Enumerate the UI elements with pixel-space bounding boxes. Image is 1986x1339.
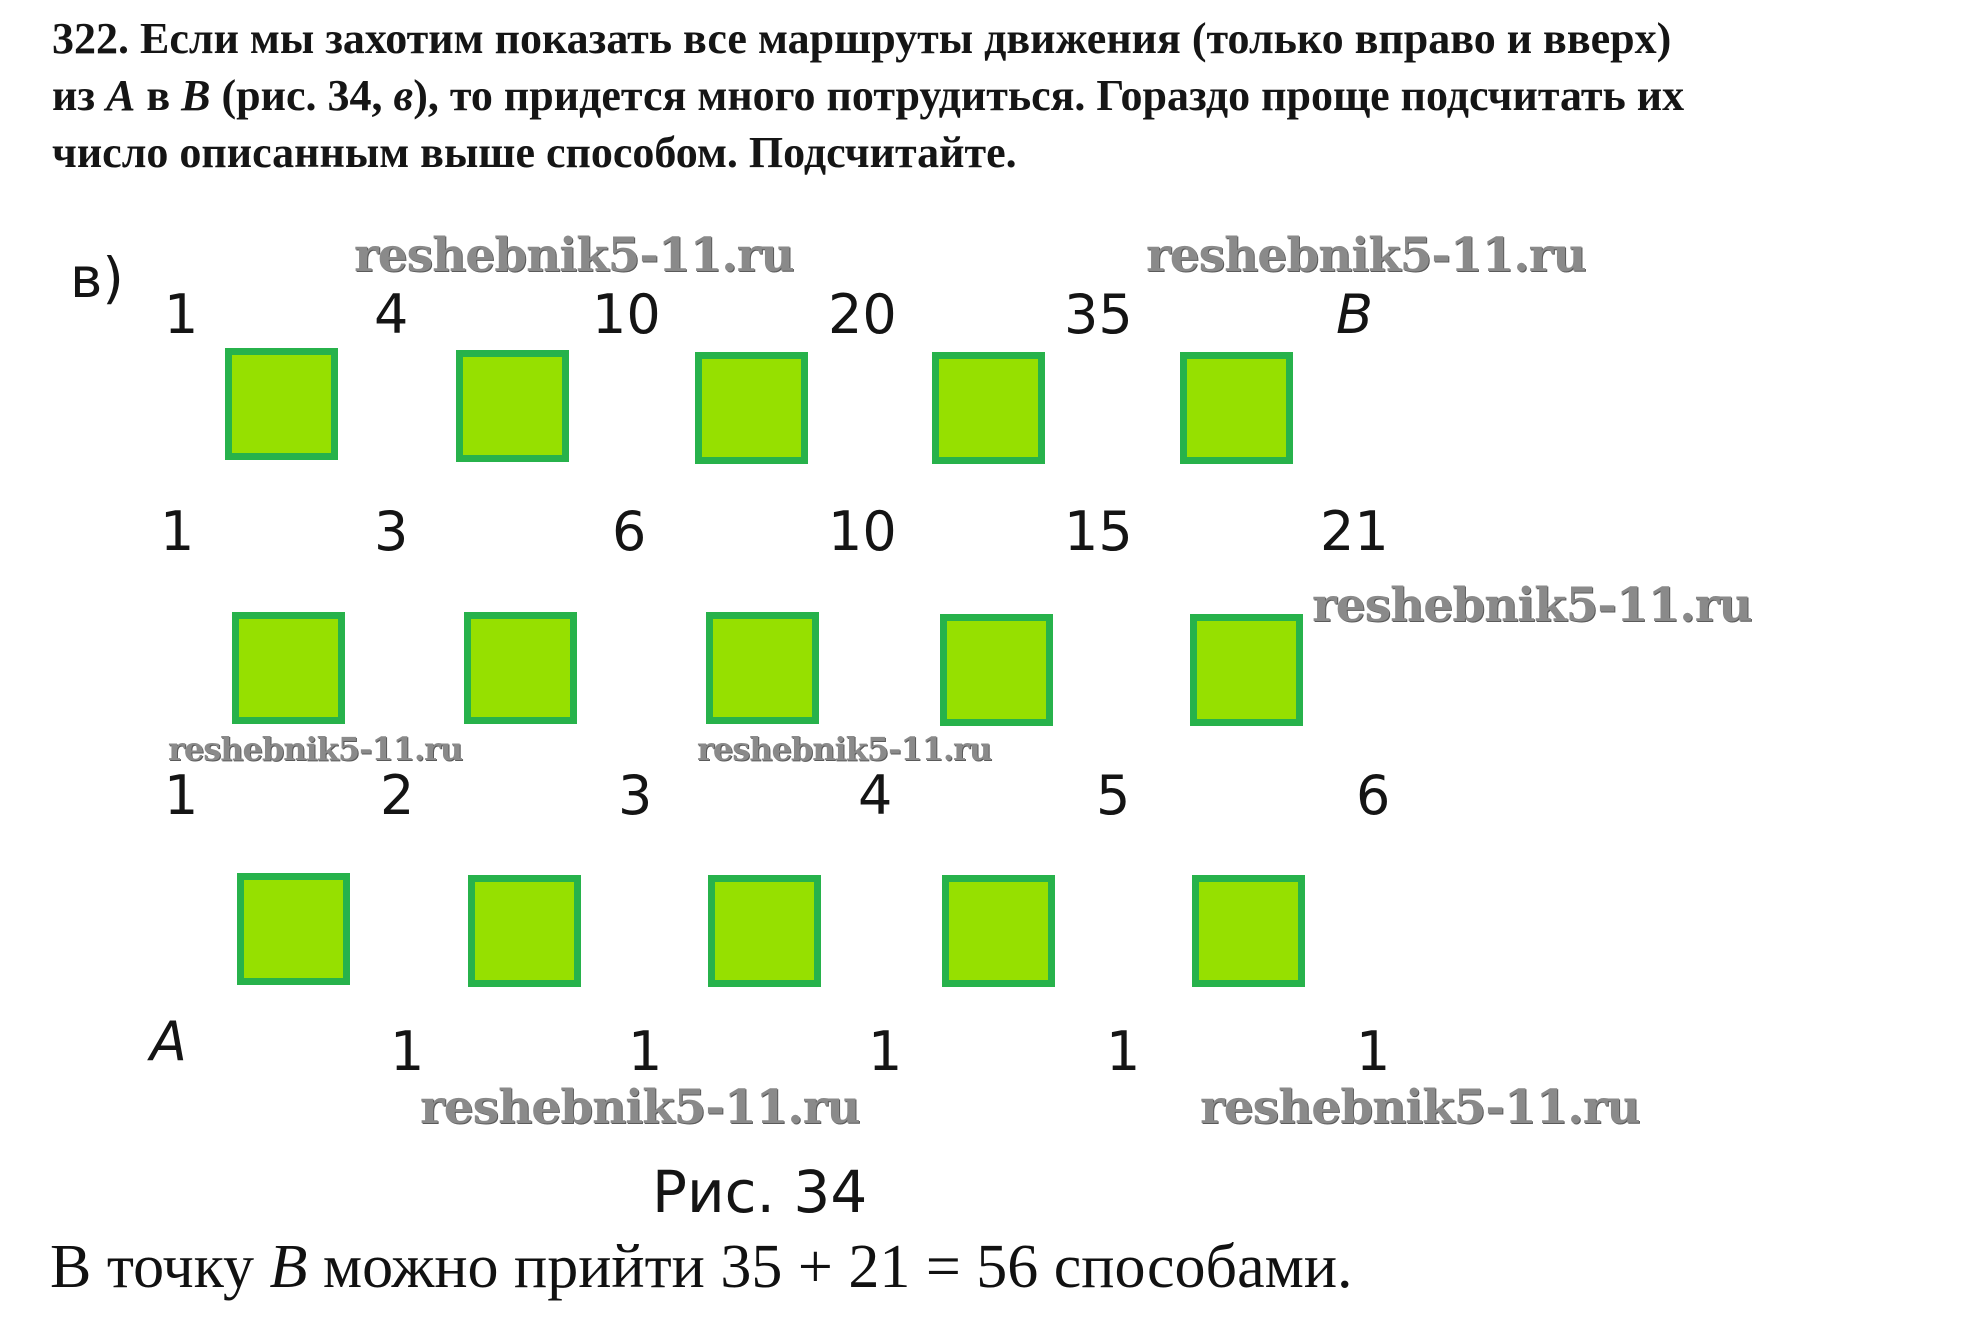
grid-number: 4: [374, 283, 409, 346]
grid-number: 10: [828, 500, 897, 563]
grid-number: 15: [1064, 500, 1133, 563]
grid-number: 1: [160, 500, 195, 563]
grid-number: 10: [592, 283, 661, 346]
problem-number: 322.: [52, 14, 129, 63]
green-square: [225, 348, 338, 460]
figure-caption: Рис. 34: [652, 1158, 868, 1226]
figure-label: в): [70, 246, 124, 310]
grid-number: 6: [1356, 764, 1391, 827]
green-square: [1192, 875, 1305, 987]
grid-number: 3: [374, 500, 409, 563]
watermark: reshebnik5-11.ru: [420, 1080, 860, 1135]
watermark: reshebnik5-11.ru: [354, 228, 794, 283]
problem-line-1: 322. Если мы захотим показать все маршруты движения (только вправо и вверх): [52, 14, 1672, 63]
grid-number: 20: [828, 283, 897, 346]
green-square: [464, 612, 577, 724]
watermark: reshebnik5-11.ru: [697, 730, 992, 768]
green-square: [706, 612, 819, 724]
green-square: [932, 352, 1045, 464]
point-b-label: B: [1336, 283, 1374, 346]
point-a-label: A: [150, 1010, 187, 1073]
green-square: [695, 352, 808, 464]
watermark: reshebnik5-11.ru: [1312, 578, 1752, 633]
grid-number: 1: [164, 764, 199, 827]
green-square: [237, 873, 350, 985]
grid-number: 1: [628, 1020, 663, 1083]
grid-number: 3: [618, 764, 653, 827]
grid-number: 35: [1064, 283, 1133, 346]
watermark: reshebnik5-11.ru: [1146, 228, 1586, 283]
green-square: [708, 875, 821, 987]
green-square: [1190, 614, 1303, 726]
problem-line-3: число описанным выше способом. Подсчитайте.: [52, 128, 1017, 177]
grid-number: 6: [612, 500, 647, 563]
problem-line-2: из A в B (рис. 34, в), то придется много потрудиться. Гораздо проще подсчитать их: [52, 71, 1685, 120]
grid-number: 1: [390, 1020, 425, 1083]
green-square: [232, 612, 345, 724]
grid-number: 1: [1356, 1020, 1391, 1083]
watermark: reshebnik5-11.ru: [1200, 1080, 1640, 1135]
grid-number: 21: [1320, 500, 1389, 563]
grid-number: 1: [868, 1020, 903, 1083]
grid-number: 1: [164, 283, 199, 346]
grid-number: 5: [1096, 764, 1131, 827]
answer-text: В точку B можно прийти 35 + 21 = 56 способами.: [50, 1233, 1353, 1301]
grid-number: 4: [858, 764, 893, 827]
green-square: [942, 875, 1055, 987]
watermark: reshebnik5-11.ru: [168, 730, 463, 768]
green-square: [1180, 352, 1293, 464]
grid-number: 1: [1106, 1020, 1141, 1083]
grid-number: 2: [380, 764, 415, 827]
green-square: [456, 350, 569, 462]
green-square: [468, 875, 581, 987]
green-square: [940, 614, 1053, 726]
